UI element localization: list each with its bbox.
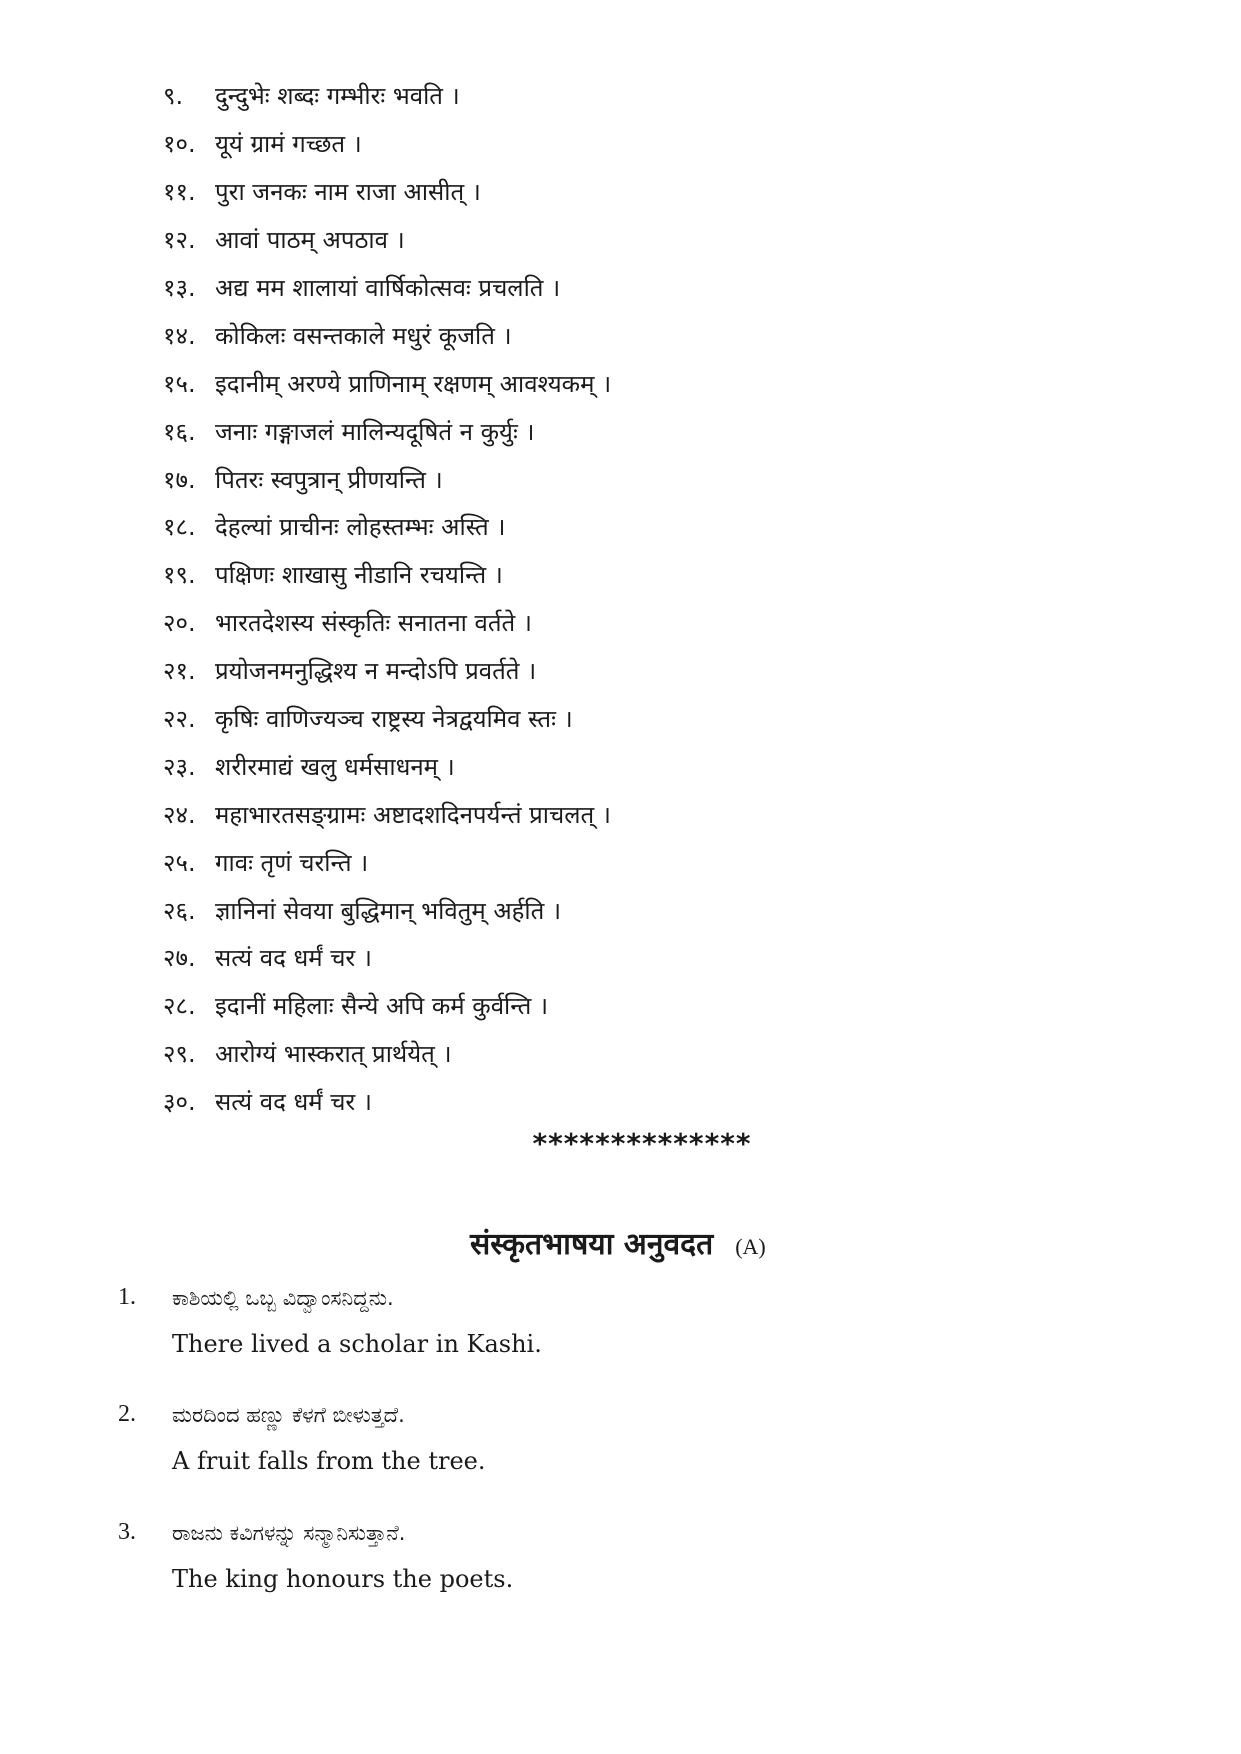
item-number: २७. [163,944,196,973]
list-item [163,120,611,168]
item-text: इदानीं महिलाः सैन्ये अपि कर्म कुर्वन्ति । [215,992,549,1021]
item-number: २४. [163,800,196,829]
item-number: २१. [163,657,196,686]
item-text: प्रयोजनमनुद्धिश्य न मन्दोऽपि प्रवर्तते । [215,657,537,686]
item-number: १०. [163,130,196,159]
section-title: संस्कृतभाषया अनुवदत [470,1227,714,1262]
item-number: १५. [163,369,196,398]
list-item [163,264,611,312]
list-item [163,455,611,503]
section-separator: ************** [532,1127,752,1160]
item-number: २२. [163,705,196,734]
item-number: २५. [163,848,196,877]
list-item [163,934,611,982]
item-number: ११. [163,178,196,207]
item-number: २९. [163,1040,196,1069]
item-text: भारतदेशस्य संस्कृतिः सनातना वर्तते । [215,609,532,638]
item-text: यूयं ग्रामं गच्छत । [215,130,362,159]
english-sentence: A fruit falls from the tree. [172,1447,486,1475]
item-text: पक्षिणः शाखासु नीडानि रचयन्ति । [215,561,503,590]
item-text: दुन्दुभेः शब्दः गम्भीरः भवति । [215,82,460,111]
item-text: आरोग्यं भास्करात् प्रार्थयेत् । [215,1040,452,1069]
list-item [163,407,611,455]
item-text: कोकिलः वसन्तकाले मधुरं कूजति । [215,321,512,350]
item-number: १८. [163,513,196,542]
item-number: १४. [163,321,196,350]
kannada-sentence: ರಾಜನು ಕವಿಗಳನ್ನು ಸನ್ಮಾನಿಸುತ್ತಾನೆ. [172,1521,406,1545]
list-item [163,359,611,407]
list-item [163,551,611,599]
list-item [163,311,611,359]
item-number: २८. [163,992,196,1021]
list-item [163,695,611,743]
kannada-sentence: ಮರದಿಂದ ಹಣ್ಣು ಕೆಳಗೆ ಬೀಳುತ್ತದೆ. [172,1403,405,1427]
list-item [163,1078,611,1126]
item-number: १३. [163,274,196,302]
list-item [163,742,611,790]
item-text: पितरः स्वपुत्रान् प्रीणयन्ति । [215,465,443,494]
list-item [163,1030,611,1078]
item-text: सत्यं वद धर्मं चर । [215,944,372,973]
list-item [163,647,611,695]
item-number: १९. [163,561,196,590]
item-text: ज्ञानिनां सेवया बुद्धिमान् भवितुम् अर्हति । [215,896,562,925]
item-number: 2. [118,1401,136,1427]
section-tag: (A) [735,1234,766,1259]
kannada-sentence: ಕಾಶಿಯಲ್ಲಿ ಒಬ್ಬ ವಿದ್ವಾಂಸನಿದ್ದನು. [172,1286,394,1310]
item-number: ९. [163,82,184,111]
item-text: देहल्यां प्राचीनः लोहस्तम्भः अस्ति । [215,513,506,542]
english-sentence: The king honours the poets. [172,1565,514,1593]
item-number: ३०. [163,1088,196,1117]
item-text: आवां पाठम् अपठाव । [215,226,405,255]
item-number: १२. [163,226,196,255]
item-text: महाभारतसङ्ग्रामः अष्टादशदिनपर्यन्तं प्राचलत् । [215,800,611,829]
list-item [163,838,611,886]
item-text: अद्य मम शालायां वार्षिकोत्सवः प्रचलति । [215,274,561,302]
item-number: २३. [163,752,196,781]
section-heading [470,1222,766,1263]
item-text: गावः तृणं चरन्ति । [215,848,369,877]
item-text: इदानीम् अरण्ये प्राणिनाम् रक्षणम् आवश्यकम् । [215,369,612,398]
item-text: शरीरमाद्यं खलु धर्मसाधनम् । [215,752,455,781]
item-text: जनाः गङ्गाजलं मालिन्यदूषितं न कुर्युः । [215,417,535,446]
list-item [163,790,611,838]
item-text: कृषिः वाणिज्यञ्च राष्ट्रस्य नेत्रद्वयमिव स्तः । [215,705,573,734]
item-text: पुरा जनकः नाम राजा आसीत् । [215,178,481,207]
sanskrit-sentence-list [163,72,611,1126]
list-item [163,599,611,647]
item-number: १६. [163,417,196,446]
item-number: १७. [163,465,196,494]
list-item [163,72,611,120]
english-sentence: There lived a scholar in Kashi. [172,1330,542,1358]
list-item [163,982,611,1030]
list-item [163,503,611,551]
item-text: सत्यं वद धर्मं चर । [215,1088,372,1117]
item-number: 3. [118,1519,136,1545]
list-item [163,886,611,934]
list-item [163,168,611,216]
item-number: 1. [118,1284,136,1310]
list-item [163,216,611,264]
item-number: २६. [163,896,196,925]
item-number: २०. [163,609,196,638]
